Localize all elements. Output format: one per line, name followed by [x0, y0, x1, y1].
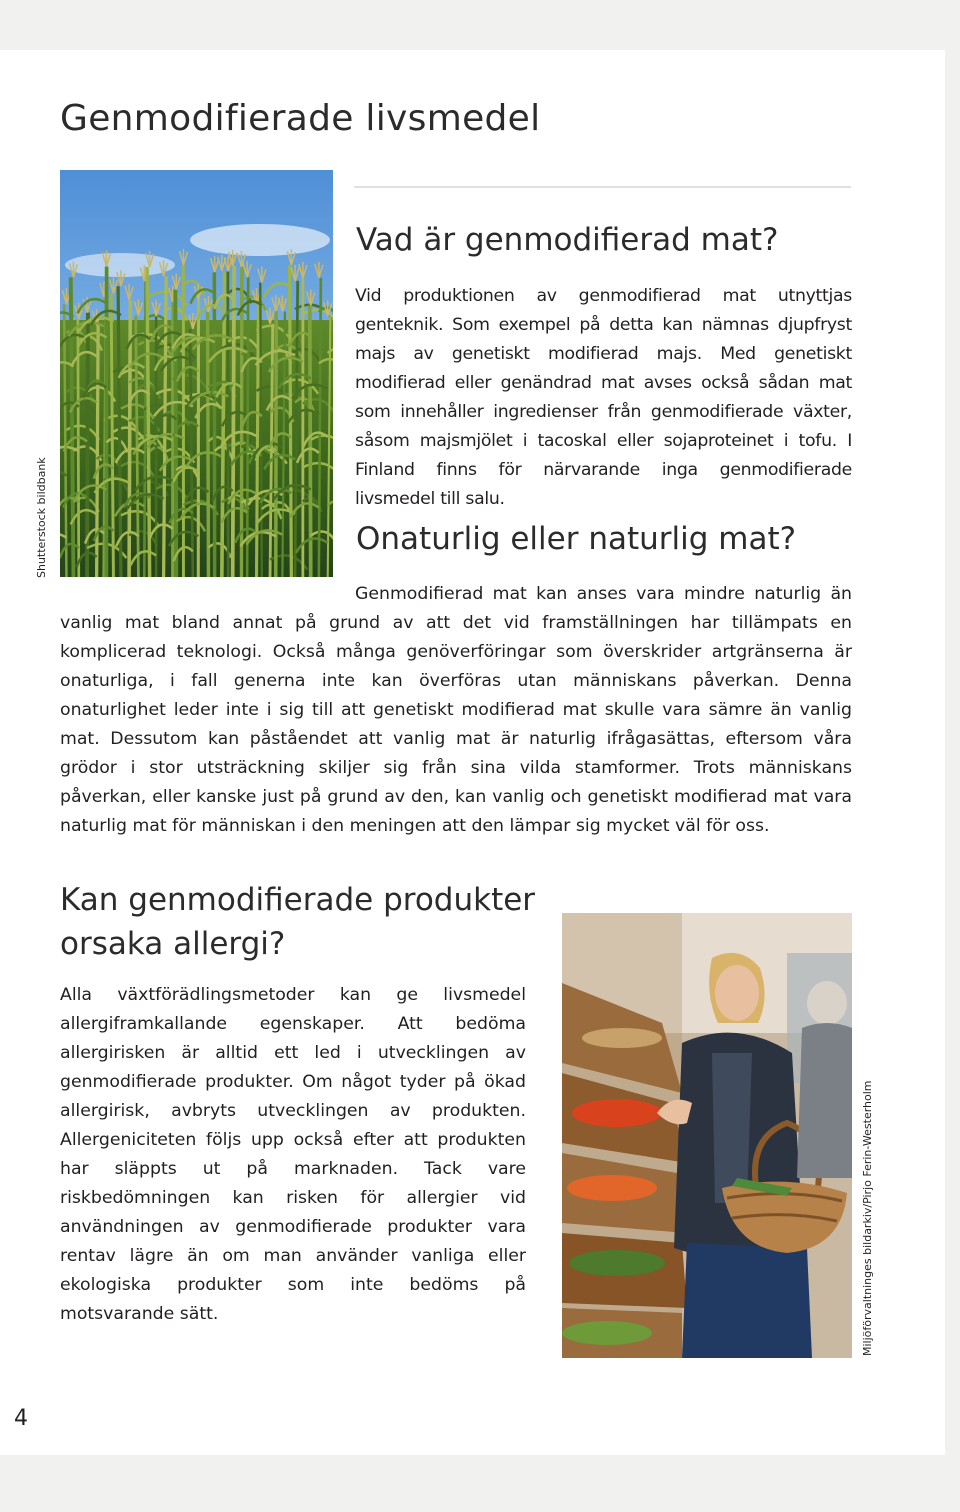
heading-what-is-gm-food: Vad är genmodifierad mat? — [356, 222, 779, 258]
paragraph-what-is-gm-food: Vid produktionen av genmodifierad mat utnyttjas genteknik. Som exempel på detta kan nämnas djupfryst majs av genetiskt modifierad majs. Med genetiskt modifierad eller genändrad mat avses också sådan mat som innehåller ingredienser från genmodifierade växter, såsom majsmjölet i tacoskal eller sojaproteinet i tofu. I Finland finns för närvarande inga genmodifierade livsmedel till salu. — [355, 286, 852, 509]
corn-field-photo — [60, 170, 333, 577]
heading-natural-food: Onaturlig eller naturlig mat? — [356, 521, 797, 557]
market-photo-credit: Miljöförvaltninges bildarkiv/Pirjo Ferin-Westerholm — [861, 1080, 874, 1356]
section-divider — [354, 186, 851, 188]
corn-photo-credit: Shutterstock bildbank — [35, 457, 48, 578]
page-title: Genmodifierade livsmedel — [60, 98, 541, 139]
page-number: 4 — [14, 1406, 28, 1431]
paragraph-natural-food: Genmodifierad mat kan anses vara mindre naturlig än vanlig mat bland annat på grund av att det vid framställningen har tillämpats en komplicerad teknologi. Också många genöverföringar som överskrider artgränserna är onaturliga, i fall generna inte kan överföras utan människans påverkan. Denna onaturlighet leder inte i sig till att genetiskt modifierad mat skulle vara sämre än vanlig mat. Dessutom kan påståendet att vanlig mat är naturlig ifrågasättas, eftersom våra grödor i stor utsträckning skiljer sig från sina vilda stamformer. Trots människans påverkan, eller kanske just på grund av den, kan vanlig och genetiskt modifierad mat vara naturlig mat för människan i den meningen att den lämpar sig mycket väl för oss. — [60, 584, 852, 836]
heading-allergy: Kan genmodifierade produkter orsaka allergi? — [60, 882, 536, 962]
market-shopper-photo — [562, 913, 852, 1358]
paragraph-allergy: Alla växtförädlingsmetoder kan ge livsmedel allergiframkallande egenskaper. Att bedöma allergirisken är alltid ett led i utvecklingen av genmodifierade produkter. Om något tyder på ökad allergirisk, avbryts utvecklingen av produkten. Allergeniciteten följs upp också efter att produkten har släppts ut på marknaden. Tack vare riskbedömningen kan risken för allergier vid användningen av genmodifierade produkter vara rentav lägre än om man använder vanliga eller ekologiska produkter som inte bedöms på motsvarande sätt. — [60, 985, 526, 1324]
